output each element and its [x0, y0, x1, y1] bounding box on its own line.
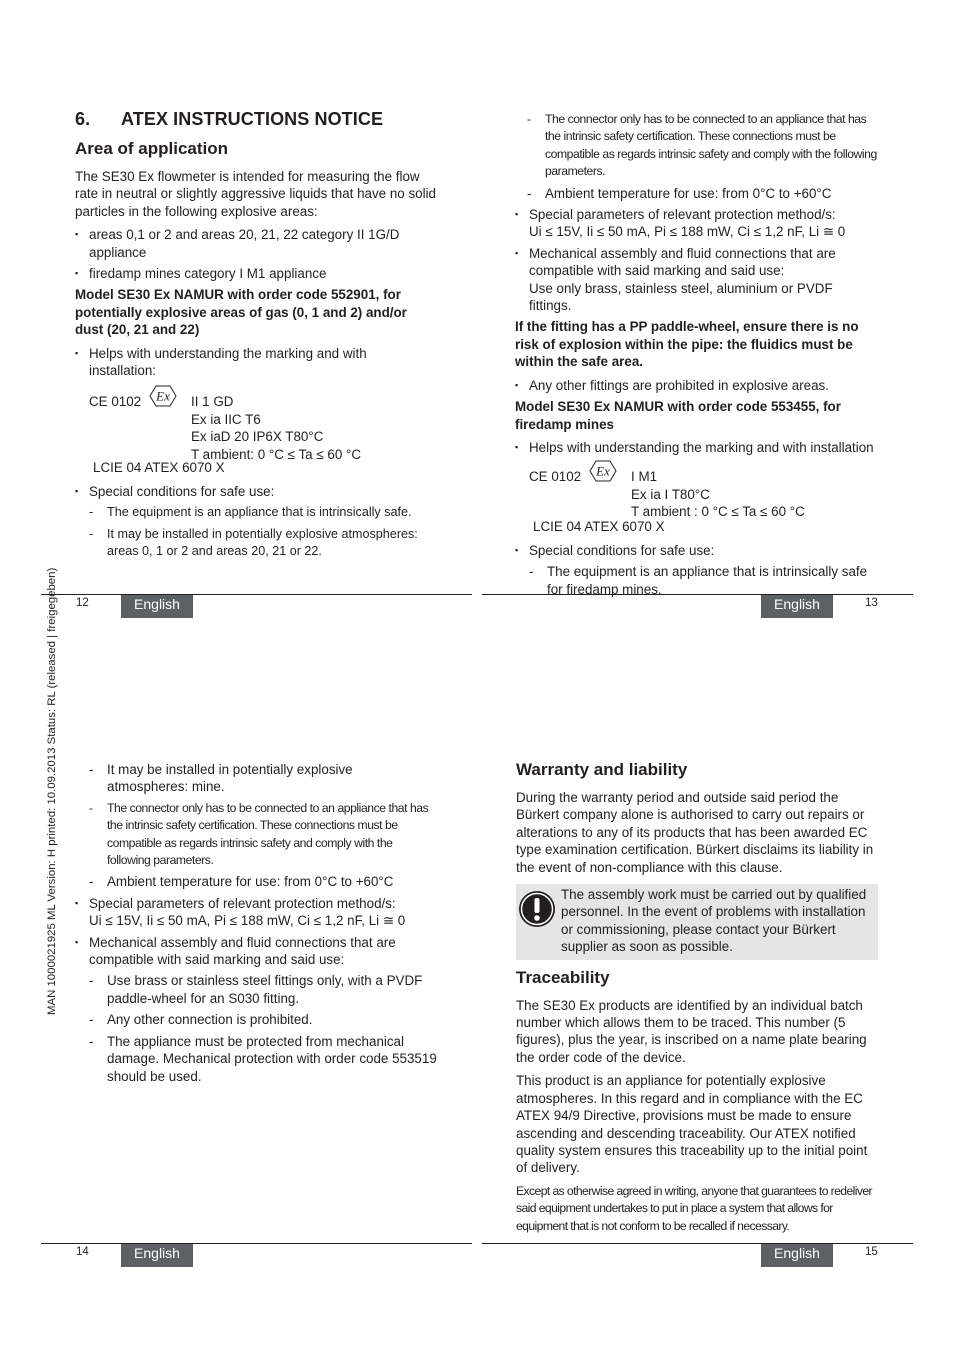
ex-hexagon-icon	[589, 460, 617, 482]
special-conditions-label: Special conditions for safe use:	[529, 542, 715, 558]
conditions-sublist	[89, 504, 437, 560]
list-item	[75, 895, 437, 930]
page-number: 13	[865, 597, 878, 609]
list-item	[515, 206, 877, 241]
list-item: - The connector only has to be connected to an appliance that has the intrinsic safety certification. These connections must be compatible as regards intrinsic safety and comply with the following parameters.	[89, 800, 437, 870]
special-conditions-list	[515, 542, 877, 598]
page-number: 14	[76, 1246, 89, 1258]
list-item: - It may be installed in potentially explosive atmospheres: mine.	[89, 761, 437, 796]
list-item: ▪ Any other fittings are prohibited in explosive areas.	[515, 377, 877, 394]
parameters-list	[515, 206, 877, 314]
page-12-content	[75, 109, 437, 565]
marking-help-list	[75, 345, 437, 380]
conditions-sublist	[529, 563, 877, 598]
language-tab: English	[761, 595, 833, 618]
conditions-continued	[527, 111, 877, 202]
special-conditions-label: Special conditions for safe use:	[89, 483, 275, 499]
parameters-title: ▪ Special parameters of relevant protection method/s:	[89, 895, 396, 911]
section-title-text: ATEX INSTRUCTIONS NOTICE	[121, 109, 384, 129]
model-553455-heading: Model SE30 Ex NAMUR with order code 553455, for firedamp mines	[515, 399, 841, 432]
svg-text:Ex: Ex	[156, 388, 170, 404]
mechanical-assembly-text: ▪ Mechanical assembly and fluid connections that are compatible with said marking and said use:	[529, 245, 836, 279]
marking-line: T ambient: 0 °C ≤ Ta ≤ 60 °C	[191, 446, 362, 462]
fittings-text: Use only brass, stainless steel, aluminium or PVDF fittings.	[529, 280, 833, 314]
list-item: ▪ areas 0,1 or 2 and areas 20, 21, 22 category II 1G/D appliance	[75, 226, 437, 261]
list-item: - Ambient temperature for use: from 0°C to +60°C	[89, 873, 437, 890]
lcie-certificate: LCIE 04 ATEX 6070 X	[533, 519, 665, 535]
list-item	[75, 934, 437, 1085]
list-item: - Use brass or stainless steel fittings only, with a PVDF paddle-wheel for an S030 fitting.	[89, 972, 437, 1007]
areas-list	[75, 226, 437, 282]
page-12-footer	[41, 594, 472, 619]
special-conditions-list	[75, 483, 437, 561]
intro-paragraph: The SE30 Ex flowmeter is intended for measuring the flow rate in neutral or slightly aggressive liquids that have no solid particles in the following explosive areas:	[75, 169, 437, 219]
list-item: - The appliance must be protected from mechanical damage. Mechanical protection with order code 553519 should be used.	[89, 1033, 437, 1085]
page-15-content	[516, 760, 878, 1241]
parameters-title: ▪ Special parameters of relevant protection method/s:	[529, 207, 836, 223]
section-title	[75, 109, 437, 129]
marking-block	[75, 385, 437, 462]
traceability-heading: Traceability	[516, 967, 610, 987]
page-14-footer	[41, 1243, 472, 1268]
list-item	[515, 245, 877, 315]
model-552901-heading: Model SE30 Ex NAMUR with order code 552901, for potentially explosive areas of gas (0, 1 and 2) and/or dust (20, 21 and 22)	[75, 287, 407, 338]
marking-line: II 1 GD	[191, 394, 234, 410]
language-tab: English	[121, 595, 193, 618]
marking-line: I M1	[631, 469, 658, 485]
list-item: - The equipment is an appliance that is intrinsically safe for firedamp mines.	[529, 563, 877, 598]
marking-help-list	[515, 439, 877, 456]
list-item	[75, 483, 437, 561]
list-item: - The equipment is an appliance that is intrinsically safe.	[89, 504, 437, 521]
ce-mark: CE 0102	[89, 394, 142, 410]
lcie-certificate: LCIE 04 ATEX 6070 X	[93, 460, 225, 476]
page-number: 15	[865, 1246, 878, 1258]
marking-lines	[191, 393, 361, 463]
parameters-values: Ui ≤ 15V, Ii ≤ 50 mA, Pi ≤ 188 mW, Ci ≤ 1,2 nF, Li ≅ 0	[529, 224, 846, 240]
exclamation-icon	[518, 890, 556, 928]
ex-hexagon-icon	[149, 385, 177, 407]
parameters-values: Ui ≤ 15V, Ii ≤ 50 mA, Pi ≤ 188 mW, Ci ≤ 1,2 nF, Li ≅ 0	[89, 913, 406, 929]
marking-lines	[631, 468, 805, 520]
list-item: - The connector only has to be connected to an appliance that has the intrinsic safety certification. These connections must be compatible as regards intrinsic safety and comply with the following parameters.	[527, 111, 877, 181]
area-of-application-heading: Area of application	[75, 139, 229, 158]
parameters-list	[75, 895, 437, 1085]
page-13-footer	[482, 594, 913, 619]
list-item: - Ambient temperature for use: from 0°C to +60°C	[527, 185, 877, 202]
list-item: ▪ Helps with understanding the marking and with installation:	[75, 345, 437, 380]
document-side-info: MAN 1000021925 ML Version: H printed: 10.09.2013 Status: RL (released | freigegeben)	[46, 567, 58, 1015]
traceability-paragraph: Except as otherwise agreed in writing, anyone that guarantees to redeliver said equipment undertakes to put in place a system that allows for equipment that is not conform to be recalled if necessary.	[516, 1183, 872, 1233]
page-15-footer	[482, 1243, 913, 1268]
page-13-content	[515, 111, 877, 602]
list-item: - It may be installed in potentially explosive atmospheres: areas 0, 1 or 2 and areas 20, 21 or 22.	[89, 526, 437, 561]
mechanical-sublist	[89, 972, 437, 1084]
pp-paddle-warning: If the fitting has a PP paddle-wheel, ensure there is no risk of explosion within the pipe: the fluidics must be within the safe area.	[515, 319, 859, 370]
marking-line: Ex iaD 20 IP6X T80°C	[191, 429, 324, 445]
list-item: ▪ firedamp mines category I M1 appliance	[75, 265, 437, 282]
page-number: 12	[76, 597, 89, 609]
conditions-continued	[89, 761, 437, 891]
marking-block	[515, 460, 877, 520]
traceability-paragraph: This product is an appliance for potentially explosive atmospheres. In this regard and in compliance with the EC ATEX 94/9 Directive, provisions must be made to ensure ascending and descending traceability. Our ATEX notified quality system ensures this traceability up to the initial point of delivery.	[516, 1073, 868, 1176]
warranty-paragraph: During the warranty period and outside said period the Bürkert company alone is authorised to carry out repairs or alterations to any of its products that has been awarded EC type examination certification. Bürkert disclaims its liability in the event of non-compliance with this clause.	[516, 790, 874, 875]
marking-line: T ambient : 0 °C ≤ Ta ≤ 60 °C	[631, 504, 805, 520]
ce-mark: CE 0102	[529, 469, 582, 485]
notice-box	[516, 884, 878, 960]
list-item	[515, 542, 877, 598]
marking-line: Ex ia I T80°C	[631, 486, 710, 502]
section-number: 6.	[75, 109, 91, 129]
warranty-heading: Warranty and liability	[516, 760, 688, 779]
list-item: ▪ Helps with understanding the marking and with installation	[515, 439, 877, 456]
notice-text: The assembly work must be carried out by qualified personnel. In the event of problems with installation or commissioning, please contact your Bürkert supplier as soon as possible.	[561, 887, 867, 955]
prohibited-list	[515, 377, 877, 394]
mechanical-assembly-text: Mechanical assembly and fluid connections that are compatible with said marking and said use:	[89, 934, 396, 968]
marking-line: Ex ia IIC T6	[191, 411, 261, 427]
language-tab: English	[761, 1244, 833, 1267]
svg-text:Ex: Ex	[596, 463, 610, 479]
list-item: - Any other connection is prohibited.	[89, 1011, 437, 1028]
page-14-content	[75, 761, 437, 1089]
language-tab: English	[121, 1244, 193, 1267]
traceability-paragraph: The SE30 Ex products are identified by an individual batch number which allows them to be traced. This number (5 figures), plus the year, is inscribed on a name plate bearing the order code of the device.	[516, 997, 867, 1065]
